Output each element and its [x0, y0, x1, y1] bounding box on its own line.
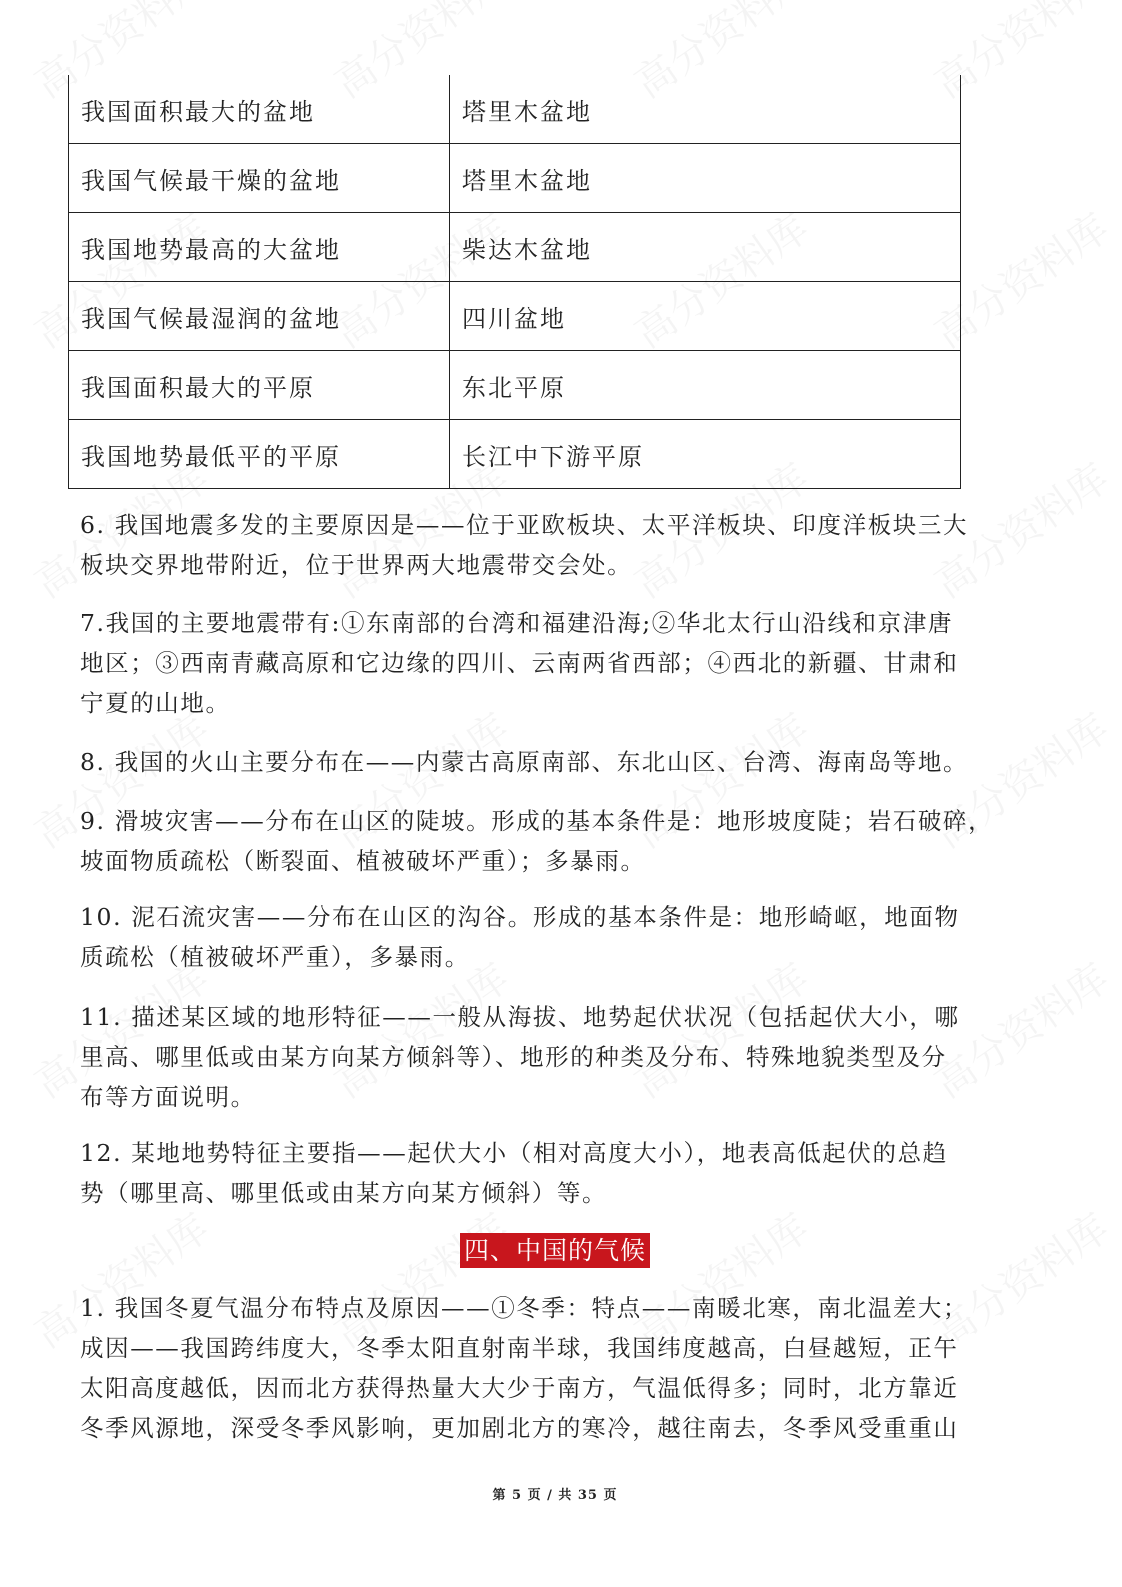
- paragraph-line: 质疏松（植被破坏严重），多暴雨。: [80, 943, 470, 971]
- feature-cell: 我国地势最高的大盆地: [69, 213, 450, 282]
- paragraph: [80, 801, 1040, 881]
- paragraph-line: 12. 某地地势特征主要指——起伏大小（相对高度大小），地表高低起伏的总趋: [80, 1139, 948, 1167]
- paragraph-line: 坡面物质疏松（断裂面、植被破坏严重）；多暴雨。: [80, 847, 646, 875]
- feature-cell: 我国气候最湿润的盆地: [69, 282, 450, 351]
- answer-cell: 四川盆地: [450, 282, 961, 351]
- table-row: [69, 213, 961, 282]
- section-heading: 四、中国的气候: [460, 1233, 650, 1268]
- paragraph-line: 势（哪里高、哪里低或由某方向某方倾斜）等。: [80, 1179, 608, 1207]
- paragraph-line: 8. 我国的火山主要分布在——内蒙古高原南部、东北山区、台湾、海南岛等地。: [80, 748, 969, 776]
- table-row: [69, 144, 961, 213]
- section-paragraph: [80, 1288, 1040, 1448]
- paragraph-line: 太阳高度越低，因而北方获得热量大大少于南方，气温低得多；同时，北方靠近: [80, 1374, 959, 1402]
- answer-cell: 长江中下游平原: [450, 420, 961, 489]
- feature-cell: 我国气候最干燥的盆地: [69, 144, 450, 213]
- answer-cell: 柴达木盆地: [450, 213, 961, 282]
- table-row: [69, 75, 961, 144]
- paragraph-line: 里高、哪里低或由某方向某方倾斜等）、地形的种类及分布、特殊地貌类型及分: [80, 1043, 947, 1071]
- page-footer: 第 5 页 / 共 35 页: [492, 1488, 618, 1503]
- feature-cell: 我国地势最低平的平原: [69, 420, 450, 489]
- paragraph: [80, 505, 1040, 585]
- paragraph-line: 1. 我国冬夏气温分布特点及原因——①冬季：特点——南暖北寒，南北温差大；: [80, 1294, 969, 1322]
- feature-cell: 我国面积最大的盆地: [69, 75, 450, 144]
- feature-cell: 我国面积最大的平原: [69, 351, 450, 420]
- paragraph-line: 冬季风源地，深受冬季风影响，更加剧北方的寒冷，越往南去，冬季风受重重山: [80, 1414, 959, 1442]
- table-row: [69, 351, 961, 420]
- paragraph-line: 11. 描述某区域的地形特征——一般从海拔、地势起伏状况（包括起伏大小，哪: [80, 1003, 960, 1031]
- paragraph: [80, 897, 1040, 977]
- paragraph-line: 地区；③西南青藏高原和它边缘的四川、云南两省西部；④西北的新疆、甘肃和: [80, 649, 959, 677]
- paragraph-line: 7.我国的主要地震带有:①东南部的台湾和福建沿海;②华北太行山沿线和京津唐: [80, 609, 953, 637]
- paragraph: [80, 1133, 1040, 1213]
- paragraph-line: 布等方面说明。: [80, 1083, 256, 1111]
- paragraph: [80, 997, 1040, 1117]
- table-row: [69, 420, 961, 489]
- landform-table: [68, 75, 961, 489]
- paragraph: [80, 742, 1040, 782]
- answer-cell: 东北平原: [450, 351, 961, 420]
- answer-cell: 塔里木盆地: [450, 75, 961, 144]
- paragraph-line: 10. 泥石流灾害——分布在山区的沟谷。形成的基本条件是：地形崎岖，地面物: [80, 903, 960, 931]
- paragraph-line: 宁夏的山地。: [80, 689, 231, 717]
- answer-cell: 塔里木盆地: [450, 144, 961, 213]
- paragraph-line: 6. 我国地震多发的主要原因是——位于亚欧板块、太平洋板块、印度洋板块三大: [80, 511, 969, 539]
- paragraph: [80, 603, 1040, 723]
- table-row: [69, 282, 961, 351]
- paragraph-line: 成因——我国跨纬度大，冬季太阳直射南半球，我国纬度越高，白昼越短，正午: [80, 1334, 959, 1362]
- paragraph-line: 板块交界地带附近，位于世界两大地震带交会处。: [80, 551, 633, 579]
- paragraph-line: 9. 滑坡灾害——分布在山区的陡坡。形成的基本条件是：地形坡度陡；岩石破碎，: [80, 807, 994, 835]
